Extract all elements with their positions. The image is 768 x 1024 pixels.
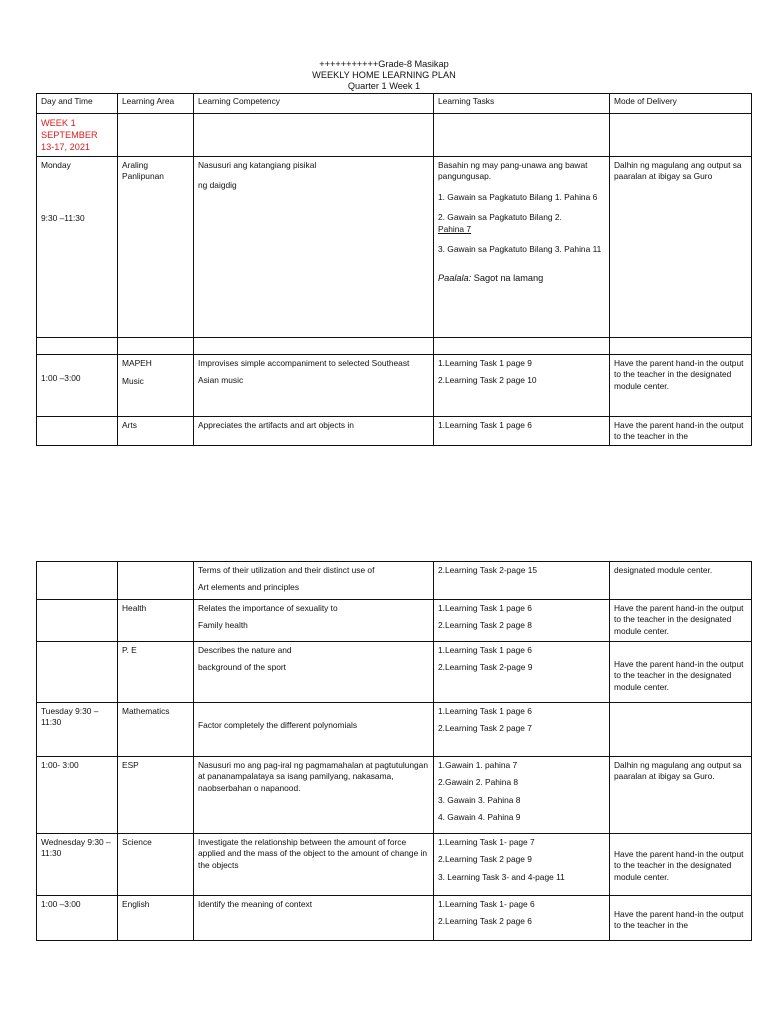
quarter-week: Quarter 1 Week 1: [347, 81, 421, 91]
table-row: [37, 600, 752, 642]
week-label: [37, 114, 118, 157]
mode-cell: Dalhin ng magulang ang output sa paaralan at ibigay sa Guro: [610, 157, 752, 338]
table-row: [37, 157, 752, 338]
competency-cell: Nasusuri mo ang pag-iral ng pagmamahalan at pagtutulungan at pananampalataya sa isang pamilyang, nakasama, naobserbahan o napanood.: [194, 757, 434, 834]
tasks-cell: 1.Learning Task 1 page 9 2.Learning Task 2 page 10: [434, 355, 610, 417]
competency-cell: Factor completely the different polynomials: [194, 703, 434, 757]
day-time-cell: 1:00 –3:00: [37, 355, 118, 417]
learning-area-cell: English: [118, 896, 194, 941]
day-time-cell: Monday 9:30 –11:30: [37, 157, 118, 338]
learning-area-cell: MAPEH Music: [118, 355, 194, 417]
reminder-note: Paalala: Sagot na lamang: [438, 273, 544, 284]
week-number: WEEK 1: [41, 118, 76, 128]
learning-area-cell: Health: [118, 600, 194, 642]
week-month: SEPTEMBER: [41, 130, 98, 140]
spacer-row: [37, 338, 752, 355]
tasks-cell: 1.Learning Task 1- page 6 2.Learning Task 2 page 6: [434, 896, 610, 941]
learning-area-cell: Araling Panlipunan: [118, 157, 194, 338]
tasks-cell: 1.Learning Task 1 page 6 2.Learning Task 2 page 8: [434, 600, 610, 642]
table-row: [37, 562, 752, 600]
header-mode-of-delivery: Mode of Delivery: [610, 94, 752, 114]
learning-area-cell: Mathematics: [118, 703, 194, 757]
learning-plan-table-page-2: [36, 561, 752, 941]
mode-cell: Have the parent hand-in the output to the teacher in the designated module center.: [610, 600, 752, 642]
table-header-row: [37, 94, 752, 114]
mode-cell: Have the parent hand-in the output to the teacher in the designated module center.: [610, 355, 752, 417]
mode-cell: Dalhin ng magulang ang output sa paaralan at ibigay sa Guro.: [610, 757, 752, 834]
day-time-cell: 1:00- 3:00: [37, 757, 118, 834]
day-time-cell: 1:00 –3:00: [37, 896, 118, 941]
learning-plan-table-page-1: [36, 93, 752, 446]
competency-cell: Appreciates the artifacts and art objects in: [194, 417, 434, 446]
header-learning-tasks: Learning Tasks: [434, 94, 610, 114]
header-day-time: Day and Time: [37, 94, 118, 114]
competency-cell: Investigate the relationship between the amount of force applied and the mass of the object to the amount of change in the objects: [194, 834, 434, 896]
mode-cell: Have the parent hand-in the output to the teacher in the: [610, 896, 752, 941]
table-row: [37, 757, 752, 834]
tasks-cell: 1.Learning Task 1 page 6: [434, 417, 610, 446]
table-row: [37, 896, 752, 941]
mode-cell: designated module center.: [610, 562, 752, 600]
tasks-cell: 2.Learning Task 2-page 15: [434, 562, 610, 600]
week-row: [37, 114, 752, 157]
competency-cell: Relates the importance of sexuality to Family health: [194, 600, 434, 642]
table-row: [37, 642, 752, 703]
learning-area-cell: P. E: [118, 642, 194, 703]
learning-area-cell: ESP: [118, 757, 194, 834]
table-row: [37, 834, 752, 896]
table-row: [37, 417, 752, 446]
learning-area-cell: Arts: [118, 417, 194, 446]
header-learning-area: Learning Area: [118, 94, 194, 114]
class-title: +++++++++++Grade-8 Masikap: [319, 59, 449, 69]
tasks-cell: 1.Gawain 1. pahina 7 2.Gawain 2. Pahina 8 3. Gawain 3. Pahina 8 4. Gawain 4. Pahina 9: [434, 757, 610, 834]
day-time-cell: Tuesday 9:30 –11:30: [37, 703, 118, 757]
tasks-cell: 1.Learning Task 1 page 6 2.Learning Task 2 page 7: [434, 703, 610, 757]
mode-cell: Have the parent hand-in the output to the teacher in the designated module center.: [610, 642, 752, 703]
learning-area-cell: Science: [118, 834, 194, 896]
competency-cell: Terms of their utilization and their distinct use of Art elements and principles: [194, 562, 434, 600]
competency-cell: Describes the nature and background of the sport: [194, 642, 434, 703]
competency-cell: Improvises simple accompaniment to selected Southeast Asian music: [194, 355, 434, 417]
day-time-cell: Wednesday 9:30 –11:30: [37, 834, 118, 896]
competency-cell: Identify the meaning of context: [194, 896, 434, 941]
week-dates: 13-17, 2021: [41, 142, 91, 152]
plan-title: WEEKLY HOME LEARNING PLAN: [312, 70, 456, 80]
tasks-cell: 1.Learning Task 1- page 7 2.Learning Task 2 page 9 3. Learning Task 3- and 4-page 11: [434, 834, 610, 896]
header-learning-competency: Learning Competency: [194, 94, 434, 114]
competency-cell: Nasusuri ang katangiang pisikal ng daigdig: [194, 157, 434, 338]
mode-cell: Have the parent hand-in the output to the teacher in the designated module center.: [610, 834, 752, 896]
table-row: [37, 355, 752, 417]
tasks-cell: Basahin ng may pang-unawa ang bawat pangungusap. 1. Gawain sa Pagkatuto Bilang 1. Pahina 6 2. Gawain sa Pagkatuto Bilang 2. Pahina 7 3. Gawain sa Pagkatuto Bilang 3. Pahina 11 Paalala: Sagot na lamang: [434, 157, 610, 338]
mode-cell: Have the parent hand-in the output to the teacher in the: [610, 417, 752, 446]
tasks-cell: 1.Learning Task 1 page 6 2.Learning Task 2-page 9: [434, 642, 610, 703]
table-row: [37, 703, 752, 757]
document-header: [0, 59, 768, 92]
